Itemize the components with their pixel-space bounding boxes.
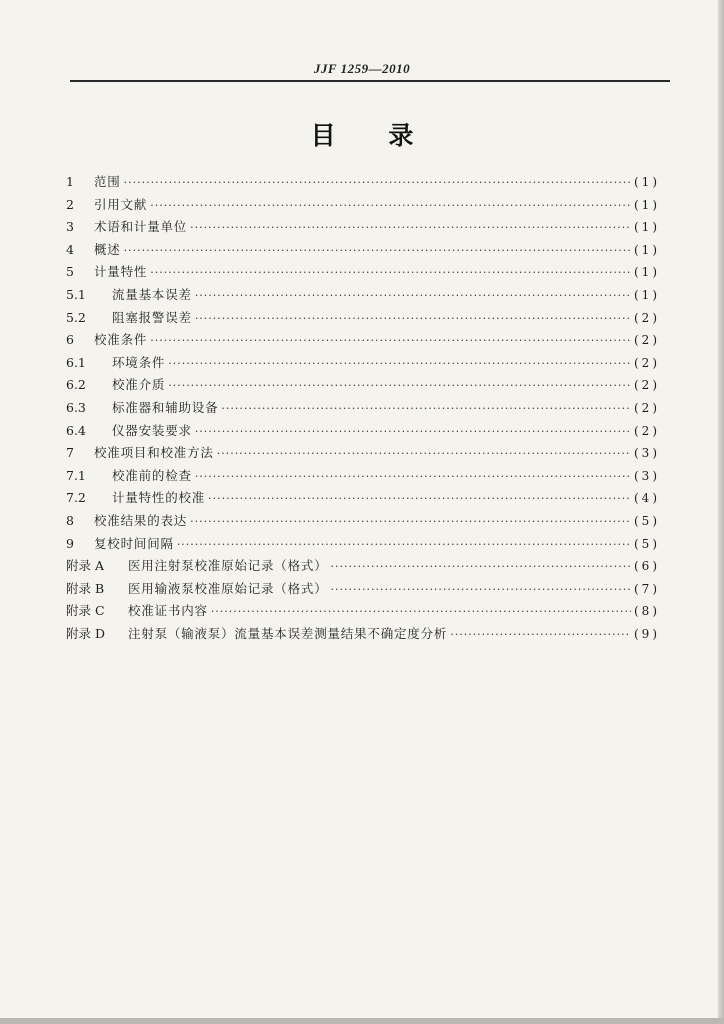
toc-dot-leader — [150, 262, 631, 285]
toc-entry-page: (6) — [634, 559, 660, 574]
toc-entry-number: 5.2 — [66, 309, 86, 325]
toc-dot-leader — [450, 624, 631, 647]
toc-dot-leader — [331, 556, 631, 579]
toc-entry-title: 校准结果的表达 — [94, 512, 188, 528]
toc-entry-title: 流量基本误差 — [112, 286, 192, 302]
toc-entry-title: 计量特性的校准 — [112, 490, 206, 506]
page-title: 目 录 — [310, 121, 436, 150]
toc-entry-number: 2 — [66, 196, 74, 212]
toc-dot-leader — [331, 579, 631, 602]
toc-entry-number: 7.2 — [66, 490, 86, 506]
toc-dot-leader — [221, 398, 631, 421]
toc-entry[interactable] — [66, 329, 660, 352]
scan-edge-bottom — [0, 1018, 724, 1024]
toc-entry-title: 标准器和辅助设备 — [112, 399, 219, 415]
toc-entry-page: (1) — [634, 287, 660, 302]
toc-entry-number: 5.1 — [66, 286, 86, 302]
toc-entry-number: 7 — [66, 445, 74, 461]
toc-entry-number: 6.1 — [66, 354, 86, 370]
toc-entry-number: 附录 D — [66, 625, 105, 641]
toc-entry-number: 附录 A — [66, 558, 105, 574]
toc-entry-number: 6.2 — [66, 377, 86, 393]
toc-entry[interactable] — [66, 307, 660, 330]
toc-dot-leader — [195, 421, 631, 444]
toc-entry-title: 校准介质 — [112, 377, 166, 393]
toc-dot-leader — [208, 488, 631, 511]
toc-entry-page: (2) — [634, 310, 660, 325]
toc-dot-leader — [195, 466, 631, 489]
toc-entry-number: 8 — [66, 512, 74, 528]
toc-entry-title: 引用文献 — [94, 196, 148, 212]
toc-entry-title: 概述 — [94, 241, 121, 257]
toc-entry-page: (1) — [634, 265, 660, 280]
toc-entry-number: 7.1 — [66, 467, 86, 483]
toc-entry-page: (2) — [634, 333, 660, 348]
toc-entry[interactable] — [66, 600, 660, 623]
table-of-contents — [66, 171, 660, 645]
toc-entry-number: 1 — [66, 174, 74, 189]
toc-entry-page: (2) — [634, 355, 660, 370]
toc-dot-leader — [150, 330, 631, 353]
toc-entry-title: 医用输液泵校准原始记录（格式） — [128, 580, 328, 596]
toc-entry-number: 3 — [66, 219, 74, 235]
toc-entry[interactable] — [66, 465, 660, 488]
toc-entry-page: (1) — [634, 175, 660, 189]
toc-dot-leader — [124, 172, 631, 195]
toc-entry-title: 校准条件 — [94, 332, 148, 348]
toc-entry-page: (3) — [634, 468, 660, 483]
toc-entry-page: (4) — [634, 491, 660, 506]
toc-entry-title: 仪器安装要求 — [112, 422, 192, 438]
toc-entry[interactable] — [66, 216, 660, 239]
toc-entry-number: 4 — [66, 241, 74, 257]
toc-entry[interactable] — [66, 261, 660, 284]
header-rule — [70, 80, 670, 82]
toc-entry-page: (2) — [634, 378, 660, 393]
toc-entry-title: 环境条件 — [112, 354, 166, 370]
toc-entry-number: 6.3 — [66, 399, 86, 415]
toc-dot-leader — [190, 511, 631, 534]
toc-entry-title: 注射泵（输液泵）流量基本误差测量结果不确定度分析 — [128, 625, 448, 641]
toc-dot-leader — [195, 308, 631, 331]
toc-entry[interactable] — [66, 533, 660, 556]
toc-dot-leader — [168, 353, 631, 376]
toc-entry-page: (5) — [634, 536, 660, 551]
toc-entry[interactable] — [66, 578, 660, 601]
toc-dot-leader — [190, 217, 631, 240]
toc-entry-page: (1) — [634, 197, 660, 212]
toc-entry-number: 5 — [66, 264, 74, 280]
toc-entry[interactable] — [66, 442, 660, 465]
toc-dot-leader — [195, 285, 631, 308]
toc-entry-page: (3) — [634, 446, 660, 461]
toc-entry[interactable] — [66, 374, 660, 397]
toc-entry-title: 校准证书内容 — [128, 603, 208, 619]
toc-entry[interactable] — [66, 284, 660, 307]
toc-dot-leader — [150, 195, 631, 218]
toc-entry-page: (9) — [634, 626, 660, 641]
toc-entry-page: (5) — [634, 513, 660, 528]
toc-dot-leader — [177, 534, 631, 557]
toc-entry[interactable] — [66, 555, 660, 578]
toc-entry[interactable] — [66, 171, 660, 194]
toc-entry[interactable] — [66, 194, 660, 217]
toc-entry-page: (1) — [634, 220, 660, 235]
toc-entry-title: 校准项目和校准方法 — [94, 445, 214, 461]
scan-edge-right — [718, 0, 724, 1024]
toc-entry[interactable] — [66, 397, 660, 420]
toc-entry[interactable] — [66, 239, 660, 262]
toc-entry-number: 附录 C — [66, 603, 105, 619]
toc-dot-leader — [217, 443, 631, 466]
toc-entry-number: 6.4 — [66, 422, 86, 438]
toc-entry-title: 复校时间间隔 — [94, 535, 174, 551]
toc-dot-leader — [211, 601, 631, 624]
toc-entry-page: (1) — [634, 242, 660, 257]
toc-entry-title: 术语和计量单位 — [94, 219, 188, 235]
toc-dot-leader — [124, 240, 631, 263]
toc-entry-number: 9 — [66, 535, 74, 551]
toc-entry-title: 校准前的检查 — [112, 467, 192, 483]
toc-entry-title: 医用注射泵校准原始记录（格式） — [128, 558, 328, 574]
toc-entry-number: 6 — [66, 332, 74, 348]
toc-entry[interactable] — [66, 352, 660, 375]
toc-entry[interactable] — [66, 420, 660, 443]
toc-entry-number: 附录 B — [66, 580, 105, 596]
toc-entry-title: 范围 — [94, 174, 121, 189]
toc-entry-page: (8) — [634, 604, 660, 619]
standard-code-header: JJF 1259—2010 — [313, 61, 411, 76]
toc-entry[interactable] — [66, 623, 660, 646]
toc-entry-title: 阻塞报警误差 — [112, 309, 192, 325]
toc-entry[interactable] — [66, 487, 660, 510]
toc-entry-title: 计量特性 — [94, 264, 148, 280]
toc-entry[interactable] — [66, 510, 660, 533]
toc-entry-page: (7) — [634, 581, 660, 596]
toc-entry-page: (2) — [634, 423, 660, 438]
toc-entry-page: (2) — [634, 400, 660, 415]
toc-dot-leader — [168, 375, 631, 398]
